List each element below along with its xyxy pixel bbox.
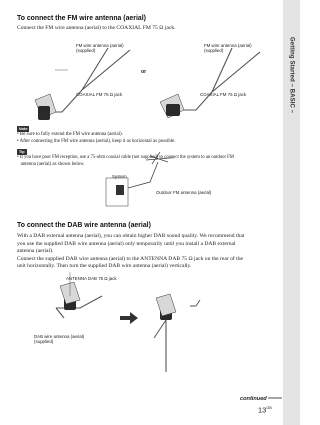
tip-badge: Tip (19, 150, 25, 154)
dab-paragraph-line: you use the supplied DAB wire antenna (aerial) only temporarily until you install a DAB external (17, 240, 236, 247)
dab-section-title: To connect the DAB wire antenna (aerial) (17, 222, 151, 229)
fm-antenna-left-illustration (35, 48, 130, 120)
section-side-tab-label: Getting Started – BASIC – (288, 36, 295, 114)
dab-paragraph-line: Connect the supplied DAB wire antenna (aerial) to the ANTENNA DAB 75 Ω jack on the rear of the (17, 255, 243, 262)
system-label: System (112, 174, 127, 179)
note-item: • After connecting the FM wire antenna (aerial), keep it as horizontal as possible. (17, 139, 176, 144)
fm-right-antenna-label: FM wire antenna (aerial) (supplied) (204, 43, 252, 54)
note-badge: Note (19, 127, 28, 131)
continued-label: continued (240, 396, 267, 402)
fm-left-antenna-label: FM wire antenna (aerial) (supplied) (76, 43, 124, 54)
page-number (258, 405, 272, 414)
tip-item: • If you have poor FM reception, use a 75-ohm coaxial cable (not supplied) to connect the system to an outdoor FM (17, 155, 234, 160)
dab-paragraph-line: With a DAB external antenna (aerial), you can obtain higher DAB sound quality. We recommend that (17, 233, 245, 239)
dab-jack-label: ANTENNA DAB 75 Ω jack (66, 276, 117, 281)
outdoor-antenna-label: Outdoor FM antenna (aerial) (156, 190, 212, 195)
dab-antenna-illustration (56, 272, 200, 372)
fm-left-jack-label: COAXIAL FM 75 Ω jack (76, 92, 123, 97)
page-number-value: 13 (258, 405, 267, 415)
page-number-suffix: GB (266, 405, 272, 410)
dab-antenna-label: DAB wire antenna (aerial) (supplied) (34, 334, 85, 345)
fm-section-intro: Connect the FM wire antenna (aerial) to the COAXIAL FM 75 Ω jack. (17, 25, 176, 31)
tip-item-continued: antenna (aerial) as shown below. (17, 162, 85, 167)
or-separator: or (141, 69, 147, 75)
dab-paragraph-line: antenna (aerial). (17, 248, 54, 254)
dab-paragraph-line: unit horizontally. Then turn the supplied DAB wire antenna (aerial) vertically. (17, 263, 192, 269)
fm-section-title: To connect the FM wire antenna (aerial) (17, 15, 146, 22)
note-item: • Be sure to fully extend the FM wire antenna (aerial). (17, 132, 123, 137)
fm-antenna-right-illustration (160, 48, 260, 118)
fm-right-jack-label: COAXIAL FM 75 Ω jack (200, 92, 247, 97)
